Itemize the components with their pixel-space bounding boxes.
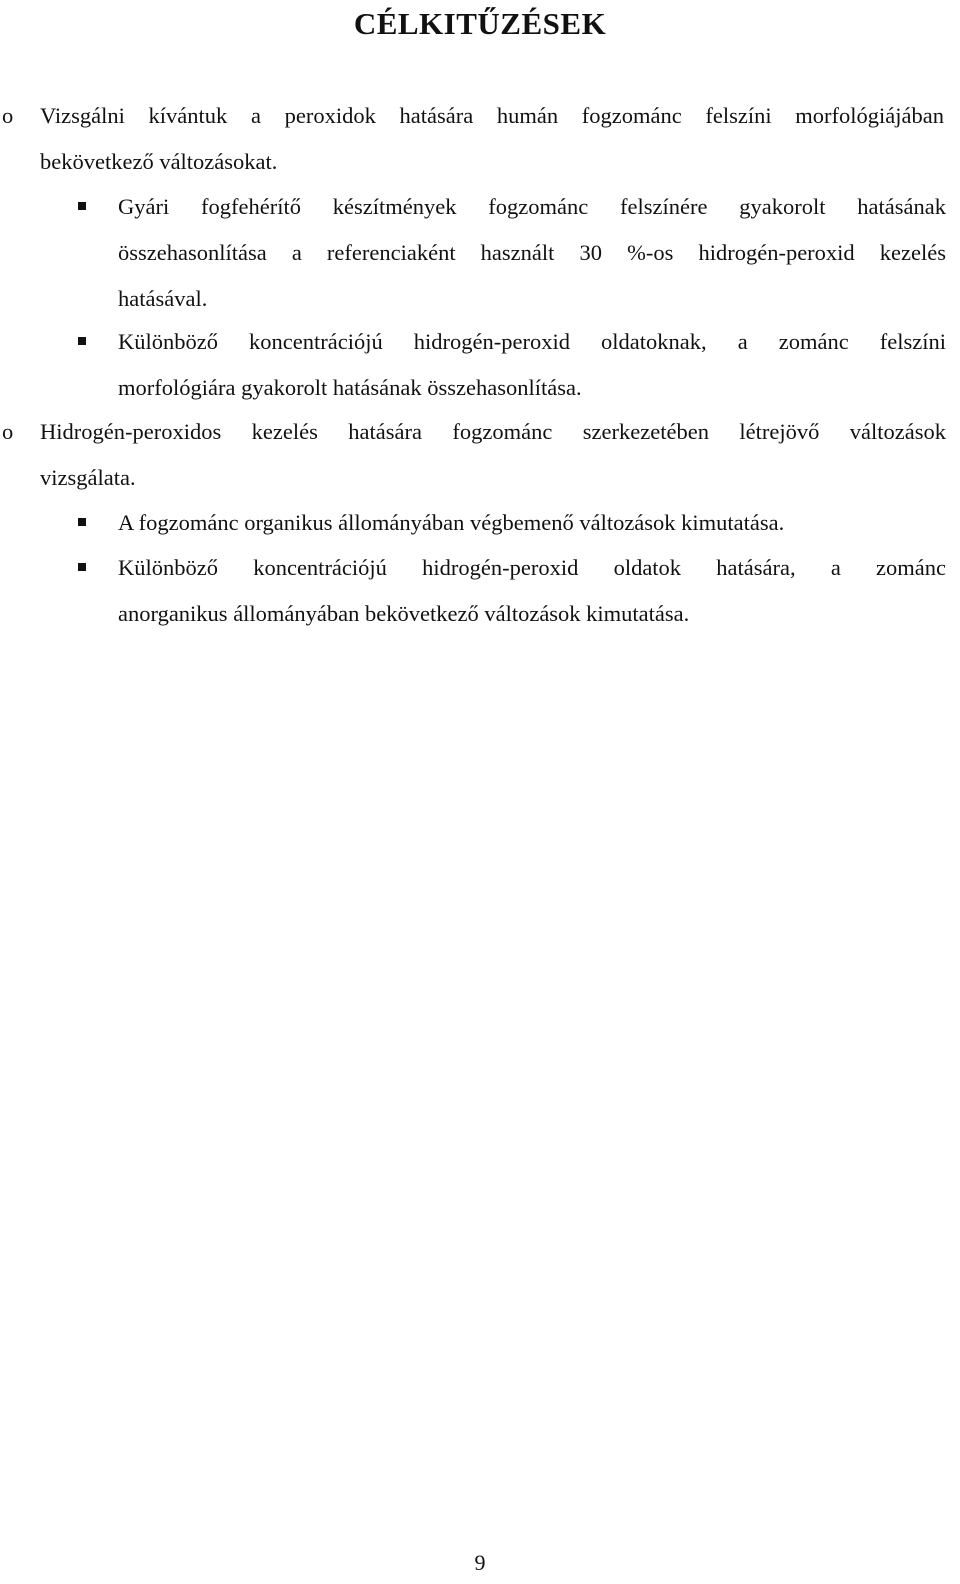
objective-subitem-1-line-3: hatásával. xyxy=(118,286,208,311)
square-bullet-icon xyxy=(78,563,86,571)
page-number: 9 xyxy=(474,1550,486,1575)
objective-item-1 xyxy=(40,93,944,185)
objective-subitem-2 xyxy=(118,319,946,411)
square-bullet-icon xyxy=(78,337,86,345)
objective-subitem-1-line-1: Gyári fogfehérítő készítmények fogzománc felszínére gyakorolt hatásának xyxy=(118,194,946,219)
objective-subitem-4-line-1: Különböző koncentrációjú hidrogén-peroxid oldatok hatására, a zománc xyxy=(118,555,946,580)
circle-bullet-icon: o xyxy=(2,419,14,444)
objective-subitem-4 xyxy=(118,545,946,637)
objective-item-2-line-2: vizsgálata. xyxy=(40,465,136,490)
objective-subitem-3-line-1: A fogzománc organikus állományában végbemenő változások kimutatása. xyxy=(118,510,785,535)
objective-item-2-line-1: Hidrogén-peroxidos kezelés hatására fogzománc szerkezetében létrejövő változások xyxy=(40,419,946,444)
page-title: CÉLKITŰZÉSEK xyxy=(353,6,607,41)
circle-bullet-icon: o xyxy=(2,103,14,128)
objective-subitem-1 xyxy=(118,184,946,322)
square-bullet-icon xyxy=(78,518,86,526)
objective-subitem-3 xyxy=(118,500,946,546)
objective-item-1-line-2: bekövetkező változásokat. xyxy=(40,149,278,174)
square-bullet-icon xyxy=(78,202,86,210)
objective-subitem-4-line-2: anorganikus állományában bekövetkező változások kimutatása. xyxy=(118,601,690,626)
objective-item-1-line-1: Vizsgálni kívántuk a peroxidok hatására humán fogzománc felszíni morfológiájában xyxy=(40,103,944,128)
objective-subitem-1-line-2: összehasonlítása a referenciaként használt 30 %-os hidrogén-peroxid kezelés xyxy=(118,240,946,265)
objective-subitem-2-line-2: morfológiára gyakorolt hatásának összehasonlítása. xyxy=(118,375,582,400)
objective-subitem-2-line-1: Különböző koncentrációjú hidrogén-peroxid oldatoknak, a zománc felszíni xyxy=(118,329,946,354)
objective-item-2 xyxy=(40,409,946,501)
